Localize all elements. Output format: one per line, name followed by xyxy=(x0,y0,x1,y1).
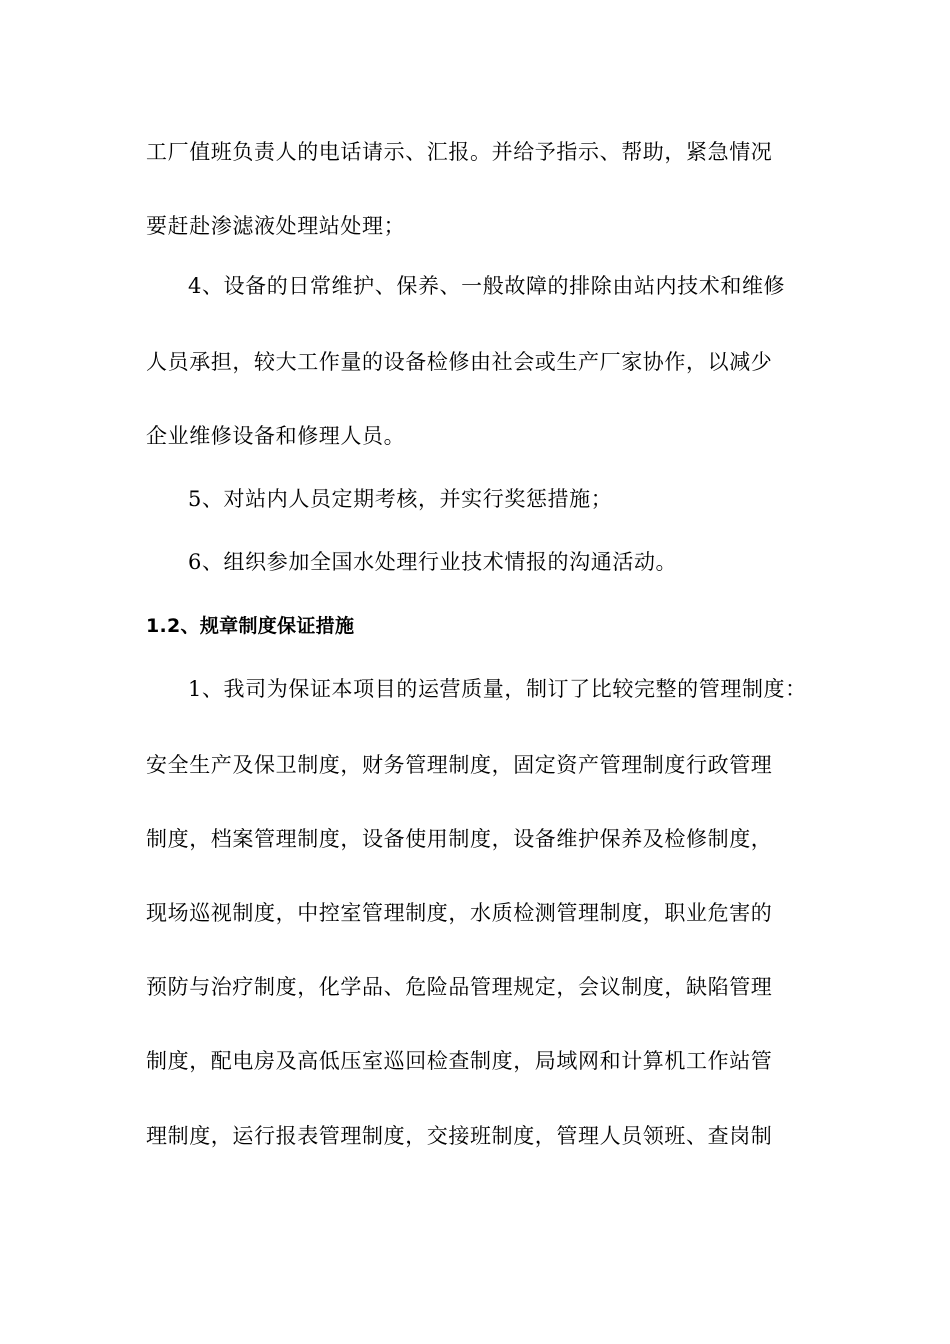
paragraph-line: 工厂值班负责人的电话请示、汇报。并给予指示、帮助，紧急情况 xyxy=(146,140,773,164)
paragraph-line: 现场巡视制度，中控室管理制度，水质检测管理制度，职业危害的 xyxy=(146,901,773,925)
paragraph-line: 预防与治疗制度，化学品、危险品管理规定，会议制度，缺陷管理 xyxy=(146,975,773,999)
section-heading: 1.2、规章制度保证措施 xyxy=(146,615,355,637)
paragraph-line: 要赶赴渗滤液处理站处理； xyxy=(146,214,406,238)
paragraph-line: 6、组织参加全国水处理行业技术情报的沟通活动。 xyxy=(188,550,678,574)
paragraph-line: 理制度，运行报表管理制度，交接班制度，管理人员领班、查岗制 xyxy=(146,1124,773,1148)
paragraph-line: 制度，档案管理制度，设备使用制度，设备维护保养及检修制度， xyxy=(146,827,773,851)
paragraph-line: 人员承担，较大工作量的设备检修由社会或生产厂家协作，以减少 xyxy=(146,350,773,374)
paragraph-line: 4、设备的日常维护、保养、一般故障的排除由站内技术和维修 xyxy=(188,274,786,298)
paragraph-line: 安全生产及保卫制度，财务管理制度，固定资产管理制度行政管理 xyxy=(146,753,773,777)
paragraph-line: 1、我司为保证本项目的运营质量，制订了比较完整的管理制度： xyxy=(188,677,807,701)
paragraph-line: 5、对站内人员定期考核，并实行奖惩措施； xyxy=(188,487,613,511)
paragraph-line: 企业维修设备和修理人员。 xyxy=(146,424,406,448)
paragraph-line: 制度，配电房及高低压室巡回检查制度，局域网和计算机工作站管 xyxy=(146,1049,773,1073)
